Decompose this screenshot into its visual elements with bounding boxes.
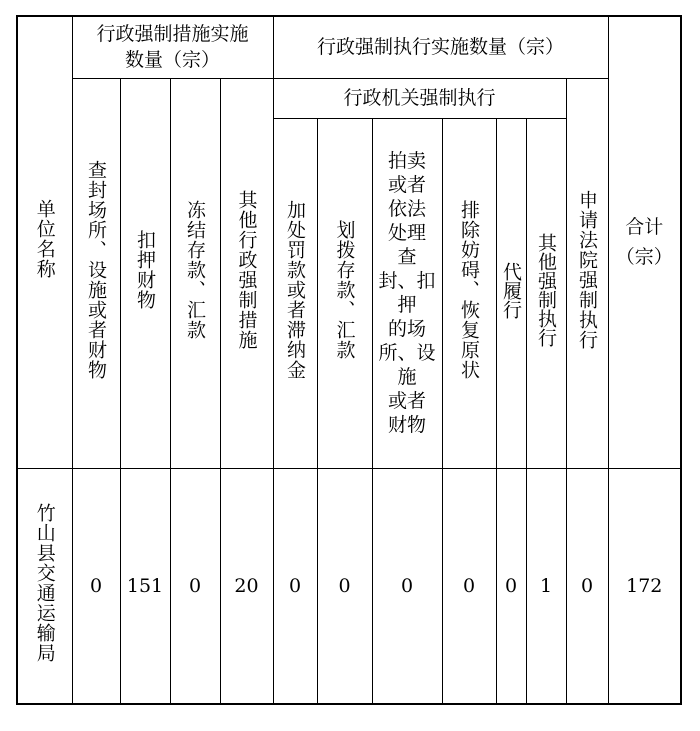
row-total-cell xyxy=(608,468,681,704)
group-measures-text: 行政强制措施实施数量（宗） xyxy=(96,23,249,72)
row-seal-value: 0 xyxy=(89,574,103,597)
row-other-measures-value: 20 xyxy=(234,574,259,597)
group-execution-text: 行政强制执行实施数量（宗） xyxy=(316,36,564,59)
auction-line: 拍卖 xyxy=(387,150,426,172)
row-unit-text: 竹山县交通运输局 xyxy=(33,502,56,663)
row-penalty-cell xyxy=(273,468,317,704)
col-freeze-text: 冻结存款、汇款 xyxy=(184,200,206,340)
col-transfer-header xyxy=(317,118,372,468)
row-transfer-cell xyxy=(317,468,372,704)
row-substitute-value: 0 xyxy=(504,574,518,597)
auction-line: 封、扣押 xyxy=(378,270,436,316)
total-header xyxy=(608,16,681,468)
row-seal-cell xyxy=(72,468,120,704)
col-seize-text: 扣押财物 xyxy=(134,230,156,310)
unit-name-header xyxy=(17,16,72,468)
auction-line: 查 xyxy=(397,246,417,268)
row-freeze-value: 0 xyxy=(188,574,202,597)
row-other-exec-cell xyxy=(526,468,566,704)
col-substitute-header xyxy=(496,118,526,468)
col-freeze-header xyxy=(170,78,220,468)
auction-line: 财物 xyxy=(387,414,426,436)
row-remove-cell xyxy=(442,468,496,704)
auction-line: 的场 xyxy=(387,318,426,340)
row-unit-cell xyxy=(17,468,72,704)
col-court-text: 申请法院强制执行 xyxy=(576,190,598,350)
auction-line: 或者 xyxy=(387,390,426,412)
group-admin-execution-text: 行政机关强制执行 xyxy=(343,87,496,109)
col-court-header xyxy=(566,78,608,468)
col-seal-text: 查封场所、设施或者财物 xyxy=(85,160,107,380)
row-substitute-cell xyxy=(496,468,526,704)
row-transfer-value: 0 xyxy=(338,574,351,597)
group-measures-header xyxy=(72,16,273,78)
row-seize-value: 151 xyxy=(126,574,164,597)
col-seize-header xyxy=(120,78,170,468)
auction-line: 依法 xyxy=(387,198,426,220)
row-freeze-cell xyxy=(170,468,220,704)
group-admin-execution-header xyxy=(273,78,566,118)
col-other-measures-header xyxy=(220,78,273,468)
unit-name-header-text: 单位名称 xyxy=(33,199,56,280)
row-court-cell xyxy=(566,468,608,704)
row-auction-cell xyxy=(372,468,442,704)
col-remove-header xyxy=(442,118,496,468)
row-other-exec-value: 1 xyxy=(539,574,553,597)
row-auction-value: 0 xyxy=(400,574,414,597)
total-unit: （宗） xyxy=(615,246,673,269)
row-total-value: 172 xyxy=(626,574,663,597)
col-transfer-text: 划拨存款、汇款 xyxy=(333,220,356,360)
col-other-exec-text: 其他强制执行 xyxy=(535,233,557,347)
col-other-measures-text: 其他行政强制措施 xyxy=(235,190,258,350)
col-remove-text: 排除妨碍、恢复原状 xyxy=(458,200,480,380)
col-auction-header xyxy=(372,118,442,468)
col-penalty-text: 加处罚款或者滞纳金 xyxy=(284,200,306,380)
row-penalty-value: 0 xyxy=(288,574,302,597)
col-other-exec-header xyxy=(526,118,566,468)
col-seal-header xyxy=(72,78,120,468)
total-label: 合计 xyxy=(625,216,664,239)
auction-line: 处理 xyxy=(387,222,426,244)
col-substitute-text: 代履行 xyxy=(500,261,522,319)
row-remove-value: 0 xyxy=(462,574,476,597)
row-other-measures-cell xyxy=(220,468,273,704)
group-execution-header xyxy=(273,16,608,78)
enforcement-statistics-table xyxy=(16,15,682,705)
auction-line: 或者 xyxy=(387,174,426,196)
row-court-value: 0 xyxy=(580,574,594,597)
row-seize-cell xyxy=(120,468,170,704)
auction-line: 所、设施 xyxy=(378,342,436,388)
col-auction-text xyxy=(373,149,442,437)
col-penalty-header xyxy=(273,118,317,468)
